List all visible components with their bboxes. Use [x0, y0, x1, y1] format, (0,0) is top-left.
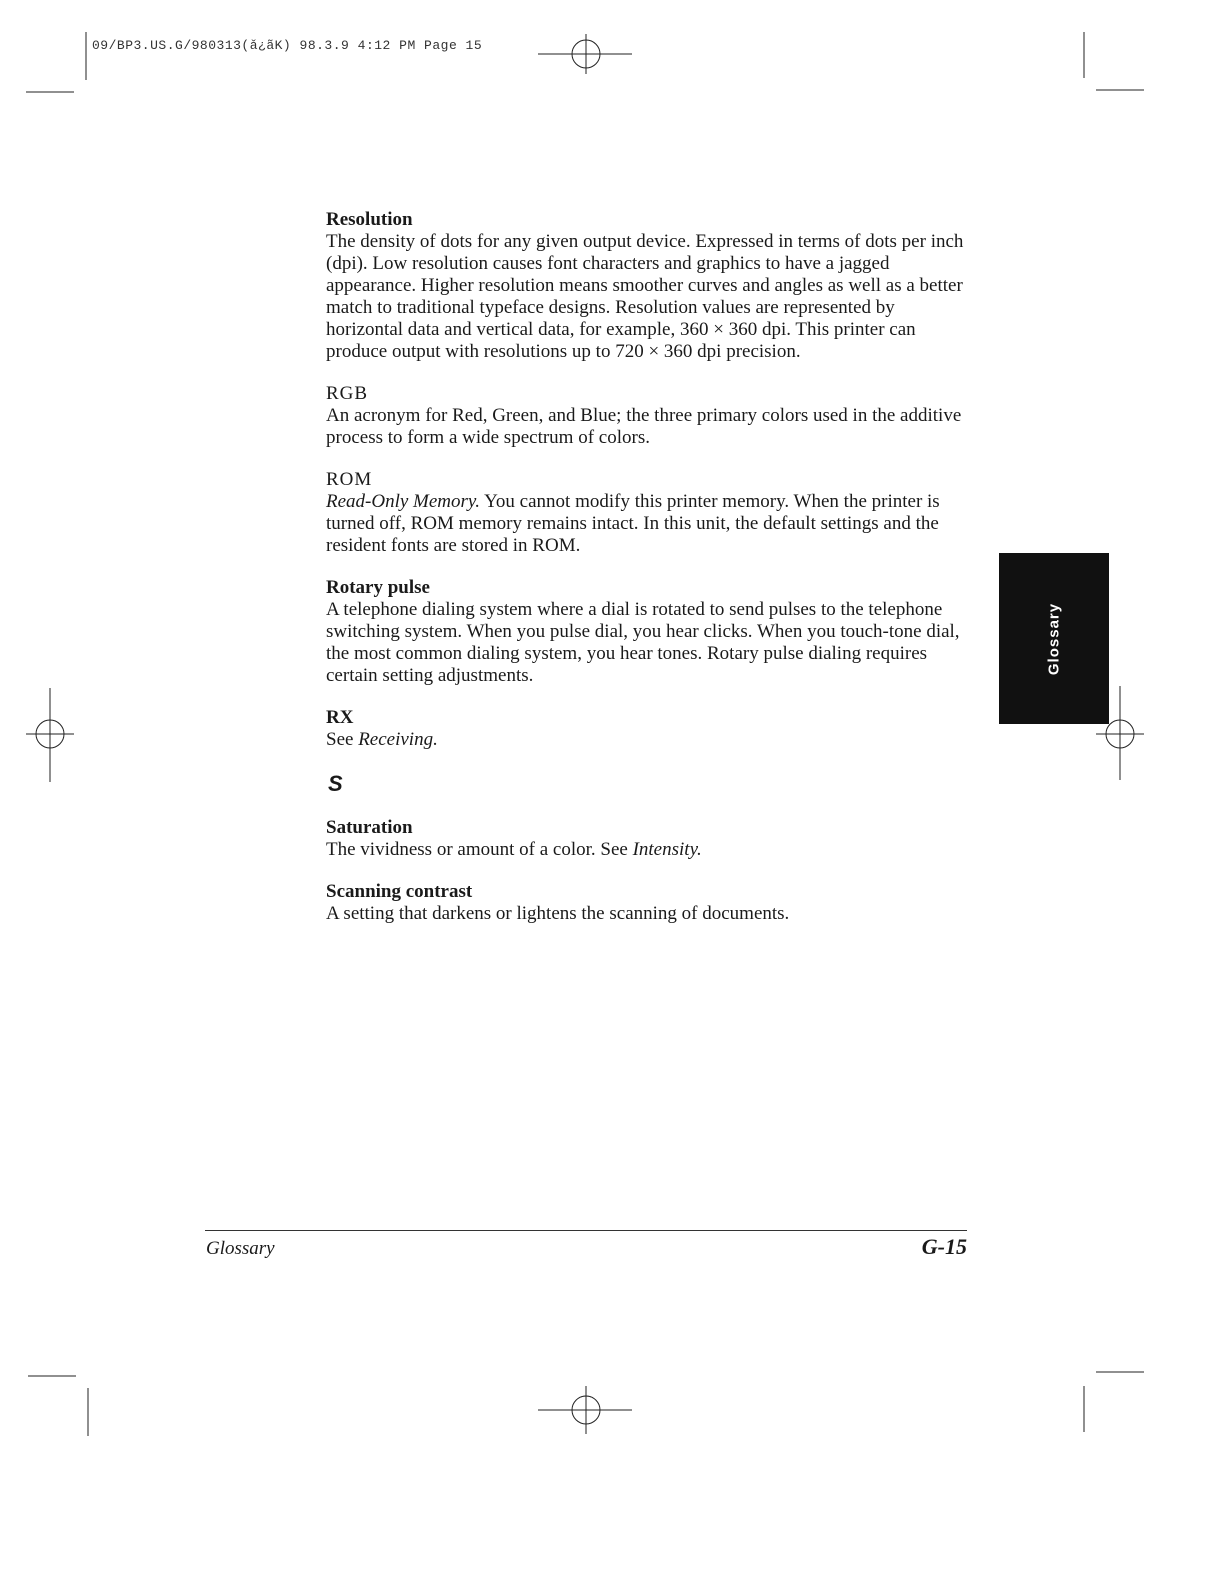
entry-term: Saturation [326, 817, 413, 838]
entry-definition [326, 839, 966, 861]
entry-definition: The density of dots for any given output device. Expressed in terms of dots per inch (dpi). Low resolution causes font characters and graphics to have a jagged appearance. Higher resolution means smoother curves and angles as well as a better match to traditional typeface designs. Resolution values are represented by horizontal data and vertical data, for example, 360 × 360 dpi. This printer can produce output with resolutions up to 720 × 360 dpi precision. [326, 231, 964, 362]
glossary-content [326, 209, 966, 945]
side-tab [999, 553, 1109, 724]
entry-term: RGB [326, 383, 369, 404]
entry-term: ROM [326, 469, 373, 490]
entry-term: Scanning contrast [326, 881, 473, 902]
footer-section-name: Glossary [206, 1238, 275, 1259]
side-tab-label: Glossary [1045, 602, 1063, 675]
glossary-entry-saturation [326, 817, 966, 861]
entry-definition [326, 491, 966, 557]
entry-term: Rotary pulse [326, 577, 430, 598]
entry-definition [326, 729, 966, 751]
section-letter: S [328, 771, 343, 796]
entry-term: RX [326, 707, 354, 728]
page-number: G-15 [921, 1234, 967, 1259]
glossary-entry-rx [326, 707, 966, 751]
entry-definition-text: The vividness or amount of a color. See [326, 839, 633, 860]
entry-definition-italic: Read-Only Memory. [326, 491, 481, 512]
glossary-entry-rgb [326, 383, 966, 449]
glossary-entry-resolution [326, 209, 966, 363]
entry-term: Resolution [326, 209, 413, 230]
entry-definition-italic: Receiving. [358, 729, 438, 750]
entry-definition: A setting that darkens or lightens the scanning of documents. [326, 903, 790, 924]
glossary-entry-rom [326, 469, 966, 557]
entry-definition-text: See [326, 729, 359, 750]
glossary-entry-rotary-pulse [326, 577, 966, 687]
entry-definition: An acronym for Red, Green, and Blue; the three primary colors used in the additive process to form a wide spectrum of colors. [326, 405, 962, 448]
entry-definition: A telephone dialing system where a dial is rotated to send pulses to the telephone switching system. When you pulse dial, you hear clicks. When you touch-tone dial, the most common dialing system, you hear tones. Rotary pulse dialing requires certain setting adjustments. [326, 599, 960, 686]
glossary-entry-scanning-contrast [326, 881, 966, 925]
printer-slug: 09/BP3.US.G/980313(ǎ¿ãK) 98.3.9 4:12 PM Page 15 [92, 38, 483, 53]
footer-rule [205, 1230, 967, 1231]
entry-definition-text: You cannot modify this printer memory. When the printer is turned off, ROM memory remains intact. In this unit, the default settings and the resident fonts are stored in ROM. [326, 491, 940, 556]
entry-definition-italic: Intensity. [632, 839, 702, 860]
